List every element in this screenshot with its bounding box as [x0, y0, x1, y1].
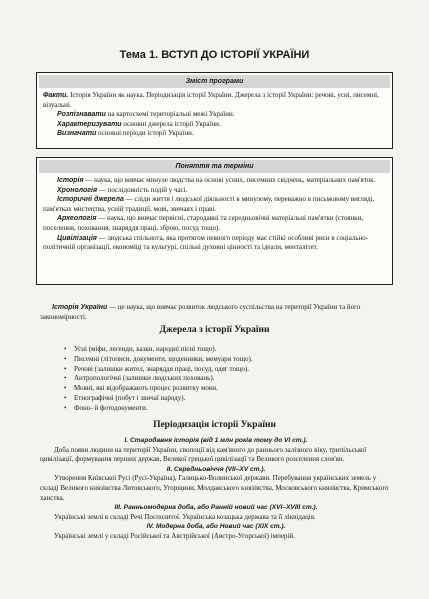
program-item: Розпізнавати на картосхемі територіальні межі України.	[57, 110, 235, 119]
term-item: Цивілізація — людська спільнота, яка протягом певного періоду має стійкі особливі риси в соціально-політичній організації, економіці та культурі, спільні духовні цінності та ідеали, менталітет.	[43, 233, 369, 252]
program-heading: Зміст програми	[39, 75, 390, 88]
list-item: • Мовні, які відображають процес розвитку мови.	[64, 384, 253, 394]
program-box	[36, 72, 393, 149]
program-item: Факти. Історія України як наука. Періодизація історії України. Джерела з історії України: речові, усні, писемні, візуальні.	[43, 91, 379, 109]
list-item: • Писемні (літописи, документи, щоденники, мемуари тощо).	[64, 355, 253, 365]
period-text: Українські землі в складі Речі Посполитої. Українська козацька держава та її ліквідація.	[54, 512, 316, 521]
program-item: Визначати основні періоди історії України.	[57, 129, 194, 138]
terms-heading: Поняття та терміни	[39, 160, 390, 173]
terms-body	[37, 173, 392, 253]
list-item: • Усні (міфи, легенди, казки, народні пісні тощо).	[64, 345, 253, 355]
program-item: Характеризувати основні джерела історії України.	[57, 119, 221, 128]
terms-box	[36, 157, 393, 285]
sources-list	[64, 345, 253, 414]
term-item: Хронологія — послідовність подій у часі.	[57, 185, 188, 194]
period-text: Українські землі у складі Російської та Австрійської (Австро-Угорської) імперій.	[54, 531, 295, 540]
periodization-heading: Періодизація історії України	[153, 420, 276, 430]
period-heading: І. Стародавня історія (від 1 млн років тому до VI ст.).	[124, 437, 308, 444]
sources-heading: Джерела з історії України	[159, 325, 270, 335]
period-heading: IV. Модерна доба, або Новий час (ХІХ ст.).	[146, 523, 286, 531]
periods-section	[40, 436, 392, 542]
list-item: • Фоно- й фотодокументи.	[64, 404, 253, 414]
term-item: Історія — наука, що вивчає минуле людства на основі усних, писемних свідчень, матеріальних пам'яток.	[57, 176, 376, 184]
list-item: • Речові (залишки жител, знаряддя праці, посуд, одяг тощо).	[64, 365, 253, 375]
program-body	[37, 88, 392, 139]
term-item: Історичні джерела — сліди життя і людської діяльності в минулому, переважно в письмовому вигляді, пам'ятках мистецтва, усній традиції, мові, звичаях і праві.	[43, 195, 375, 213]
period-text: Доба появи людини на території України, свопоції від кам'яного до раннього залізного віку, трипільської цивілізації, формування перших держав, Великої грецької цивілізації та Великого розселення слов'ян.	[40, 445, 367, 464]
topic-title: Тема 1. ВСТУП ДО ІСТОРІЇ УКРАЇНИ	[119, 49, 310, 61]
period-text: Утворення Київської Русі (Русі-Україна), Галицько-Волинської держави. Перебування українських земель у складі Великого князівства Литовського, Угорщини, Молдавського князівства, Московського князівства, Кримського ханства.	[40, 474, 389, 502]
list-item: • Етнографічні (побут і звичаї народу).	[64, 394, 253, 404]
period-heading: ІІІ. Ранньомодерна доба, або Ранній новий час (XVI–XVIII ст.).	[114, 504, 318, 512]
list-item: • Антропологічні (залишки людських поховань).	[64, 374, 253, 384]
period-heading: ІІ. Середньовіччя (VII–XV ст.).	[166, 465, 266, 473]
term-item: Археологія — наука, що вивчає первісні, стародавні та середньовічні матеріальні пам'ятки (стоянки, поселення, поховання, знаряддя праці, зброю, посуд тощо).	[43, 214, 364, 232]
history-definition: Історія України — це наука, що вивчає розвиток людського суспільства на території України та його закономірності.	[40, 303, 361, 321]
